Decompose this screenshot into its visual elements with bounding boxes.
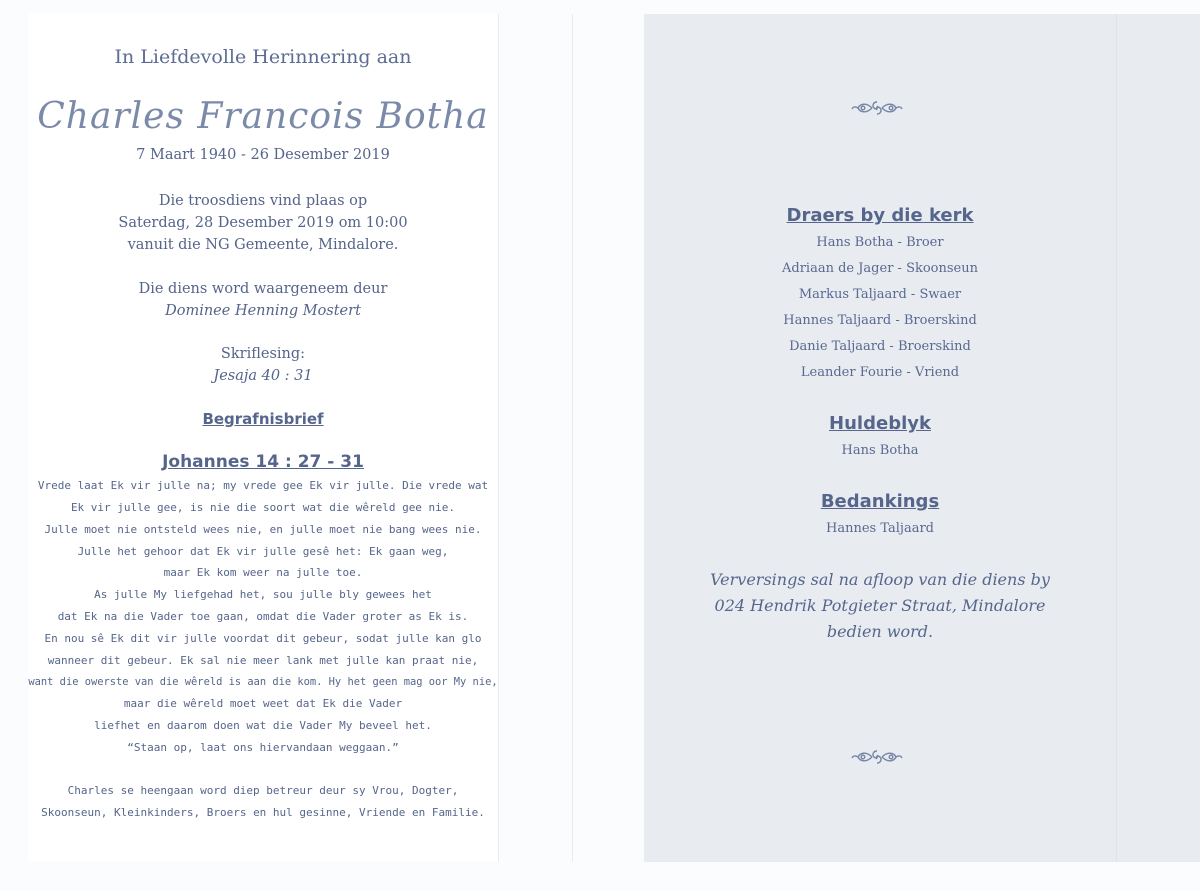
flourish-ornament-icon bbox=[850, 747, 904, 767]
service-line: Die troosdiens vind plaas op bbox=[158, 193, 368, 209]
scripture-line: Julle moet nie ontsteld wees nie, en julle moet nie bang wees nie. bbox=[44, 523, 482, 536]
fold-line bbox=[572, 14, 573, 862]
scripture-line: maar die wêreld moet weet dat Ek die Vader bbox=[123, 697, 403, 710]
scripture-line: “Staan op, laat ons hiervandaan weggaan.” bbox=[127, 741, 399, 754]
fold-line bbox=[498, 14, 499, 862]
tribute-title: Huldeblyk bbox=[829, 413, 931, 434]
scripture-line: As julle My liefgehad het, sou julle bly gewees het bbox=[94, 588, 432, 601]
flourish-ornament-icon bbox=[850, 98, 904, 118]
left-page bbox=[28, 14, 498, 862]
scripture-line: En nou sê Ek dit vir julle voordat dit gebeur, sodat julle kan glo bbox=[44, 632, 482, 645]
pallbearer-entry: Hans Botha - Broer bbox=[816, 235, 944, 250]
mourners-line: Charles se heengaan word diep betreur deur sy Vrou, Dogter, bbox=[67, 784, 459, 797]
pallbearer-entry: Danie Taljaard - Broerskind bbox=[789, 339, 971, 354]
pallbearer-entry: Hannes Taljaard - Broerskind bbox=[783, 313, 977, 328]
scripture-line: Ek vir julle gee, is nie die soort wat die wêreld gee nie. bbox=[70, 501, 456, 514]
pallbearer-entry: Leander Fourie - Vriend bbox=[800, 365, 960, 380]
refreshments-line: Verversings sal na afloop van die diens by bbox=[710, 570, 1050, 589]
thanks-speaker: Hannes Taljaard bbox=[826, 521, 934, 536]
mourners-line: Skoonseun, Kleinkinders, Broers en hul gesinne, Vriende en Familie. bbox=[41, 806, 485, 819]
pallbearer-entry: Markus Taljaard - Swaer bbox=[798, 287, 962, 302]
scripture-line: Julle het gehoor dat Ek vir julle gesê het: Ek gaan weg, bbox=[77, 545, 449, 558]
refreshments-line: bedien word. bbox=[826, 622, 934, 641]
reading-reference: Jesaja 40 : 31 bbox=[213, 368, 313, 384]
thanks-title: Bedankings bbox=[820, 491, 940, 512]
service-line: vanuit die NG Gemeente, Mindalore. bbox=[127, 237, 399, 253]
tribute-speaker: Hans Botha bbox=[841, 443, 919, 458]
scripture-line: maar Ek kom weer na julle toe. bbox=[163, 566, 363, 579]
service-line: Saterdag, 28 Desember 2019 om 10:00 bbox=[118, 215, 408, 231]
scripture-line: want die owerste van die wêreld is aan die kom. Hy het geen mag oor My nie, bbox=[28, 676, 498, 688]
scripture-line: Vrede laat Ek vir julle na; my vrede gee Ek vir julle. Die vrede wat bbox=[37, 479, 489, 492]
memorial-heading: In Liefdevolle Herinnering aan bbox=[114, 46, 412, 68]
deceased-name: Charles Francois Botha bbox=[37, 96, 489, 137]
scripture-line: dat Ek na die Vader toe gaan, omdat die Vader groter as Ek is. bbox=[57, 610, 469, 623]
fold-line bbox=[1116, 14, 1117, 862]
scripture-reference: Johannes 14 : 27 - 31 bbox=[162, 452, 364, 472]
pallbearers-title: Draers by die kerk bbox=[786, 205, 974, 226]
life-dates: 7 Maart 1940 - 26 Desember 2019 bbox=[136, 147, 390, 163]
reading-label: Skriflesing: bbox=[220, 346, 306, 362]
officiant-intro: Die diens word waargeneem deur bbox=[138, 281, 388, 297]
officiant-name: Dominee Henning Mostert bbox=[165, 303, 361, 319]
scripture-line: wanneer dit gebeur. Ek sal nie meer lank met julle kan praat nie, bbox=[47, 654, 479, 667]
refreshments-line: 024 Hendrik Potgieter Straat, Mindalore bbox=[714, 596, 1046, 615]
scripture-line: liefhet en daarom doen wat die Vader My beveel het. bbox=[94, 719, 432, 732]
pallbearer-entry: Adriaan de Jager - Skoonseun bbox=[781, 261, 978, 276]
letter-title: Begrafnisbrief bbox=[202, 410, 324, 428]
